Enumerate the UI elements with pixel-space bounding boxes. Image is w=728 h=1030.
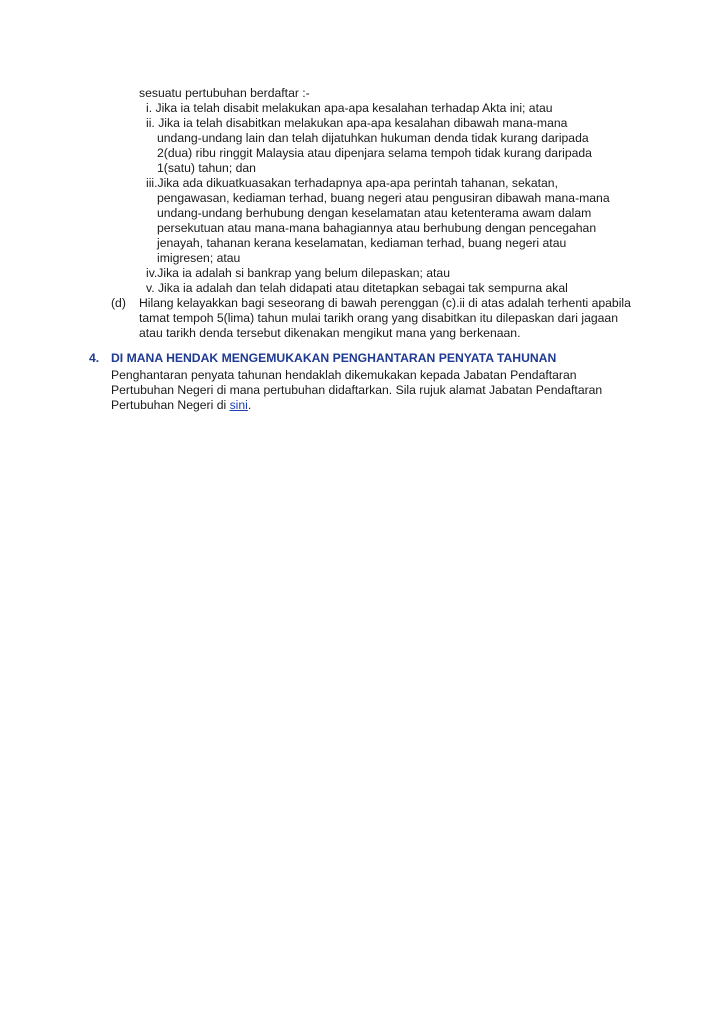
item-d-line-1: Hilang kelayakkan bagi seseorang di bawah perenggan (c).ii di atas adalah terhenti apabila — [139, 296, 631, 310]
item-ii-line-2: undang-undang lain dan telah dijatuhkan hukuman denda tidak kurang daripada — [157, 131, 589, 145]
item-iii-line-3: undang-undang berhubung dengan keselamatan atau ketenterama awam dalam — [157, 206, 592, 220]
item-ii-line-1: ii. Jika ia telah disabitkan melakukan apa-apa kesalahan dibawah mana-mana — [146, 116, 568, 130]
section-4-line-2: Pertubuhan Negeri di mana pertubuhan didaftarkan. Sila rujuk alamat Jabatan Pendaftaran — [111, 383, 603, 397]
item-ii-line-4: 1(satu) tahun; dan — [157, 161, 256, 175]
item-i-line-1: i. Jika ia telah disabit melakukan apa-apa kesalahan terhadap Akta ini; atau — [146, 101, 553, 115]
item-iii-line-6: imigresen; atau — [157, 251, 241, 265]
section-4-heading: DI MANA HENDAK MENGEMUKAKAN PENGHANTARAN PENYATA TAHUNAN — [111, 351, 557, 365]
section-4-line-3-prefix: Pertubuhan Negeri di — [111, 398, 230, 412]
section-4-line-3-suffix: . — [247, 398, 252, 412]
item-iii-line-5: jenayah, tahanan kerana keselamatan, kediaman terhad, buang negeri atau — [157, 236, 567, 250]
section-4-number: 4. — [89, 351, 100, 365]
item-iii-line-2: pengawasan, kediaman terhad, buang negeri atau pengusiran dibawah mana-mana — [157, 191, 610, 205]
item-d-line-2: tamat tempoh 5(lima) tahun mulai tarikh orang yang disabitkan itu dilepaskan dari jagaan — [139, 311, 618, 325]
item-d-label: (d) — [111, 296, 126, 310]
item-iv-line-1: iv.Jika ia adalah si bankrap yang belum dilepaskan; atau — [146, 266, 450, 280]
item-d-line-3: atau tarikh denda tersebut dikenakan mengikut mana yang berkenaan. — [139, 326, 521, 340]
item-iii-line-1: iii.Jika ada dikuatkuasakan terhadapnya apa-apa perintah tahanan, sekatan, — [146, 176, 558, 190]
item-ii-line-3: 2(dua) ribu ringgit Malaysia atau dipenjara selama tempoh tidak kurang daripada — [157, 146, 592, 160]
sini-link[interactable]: sini — [229, 398, 248, 412]
item-v-line-1: v. Jika ia adalah dan telah didapati atau ditetapkan sebagai tak sempurna akal — [146, 281, 568, 295]
section-4-line-1: Penghantaran penyata tahunan hendaklah dikemukakan kepada Jabatan Pendaftaran — [111, 368, 577, 382]
item-iii-line-4: persekutuan atau mana-mana bahagiannya atau berhubung dengan pencegahan — [157, 221, 597, 235]
section-4-line-3 — [111, 398, 251, 413]
intro-text: sesuatu pertubuhan berdaftar :- — [139, 86, 310, 100]
